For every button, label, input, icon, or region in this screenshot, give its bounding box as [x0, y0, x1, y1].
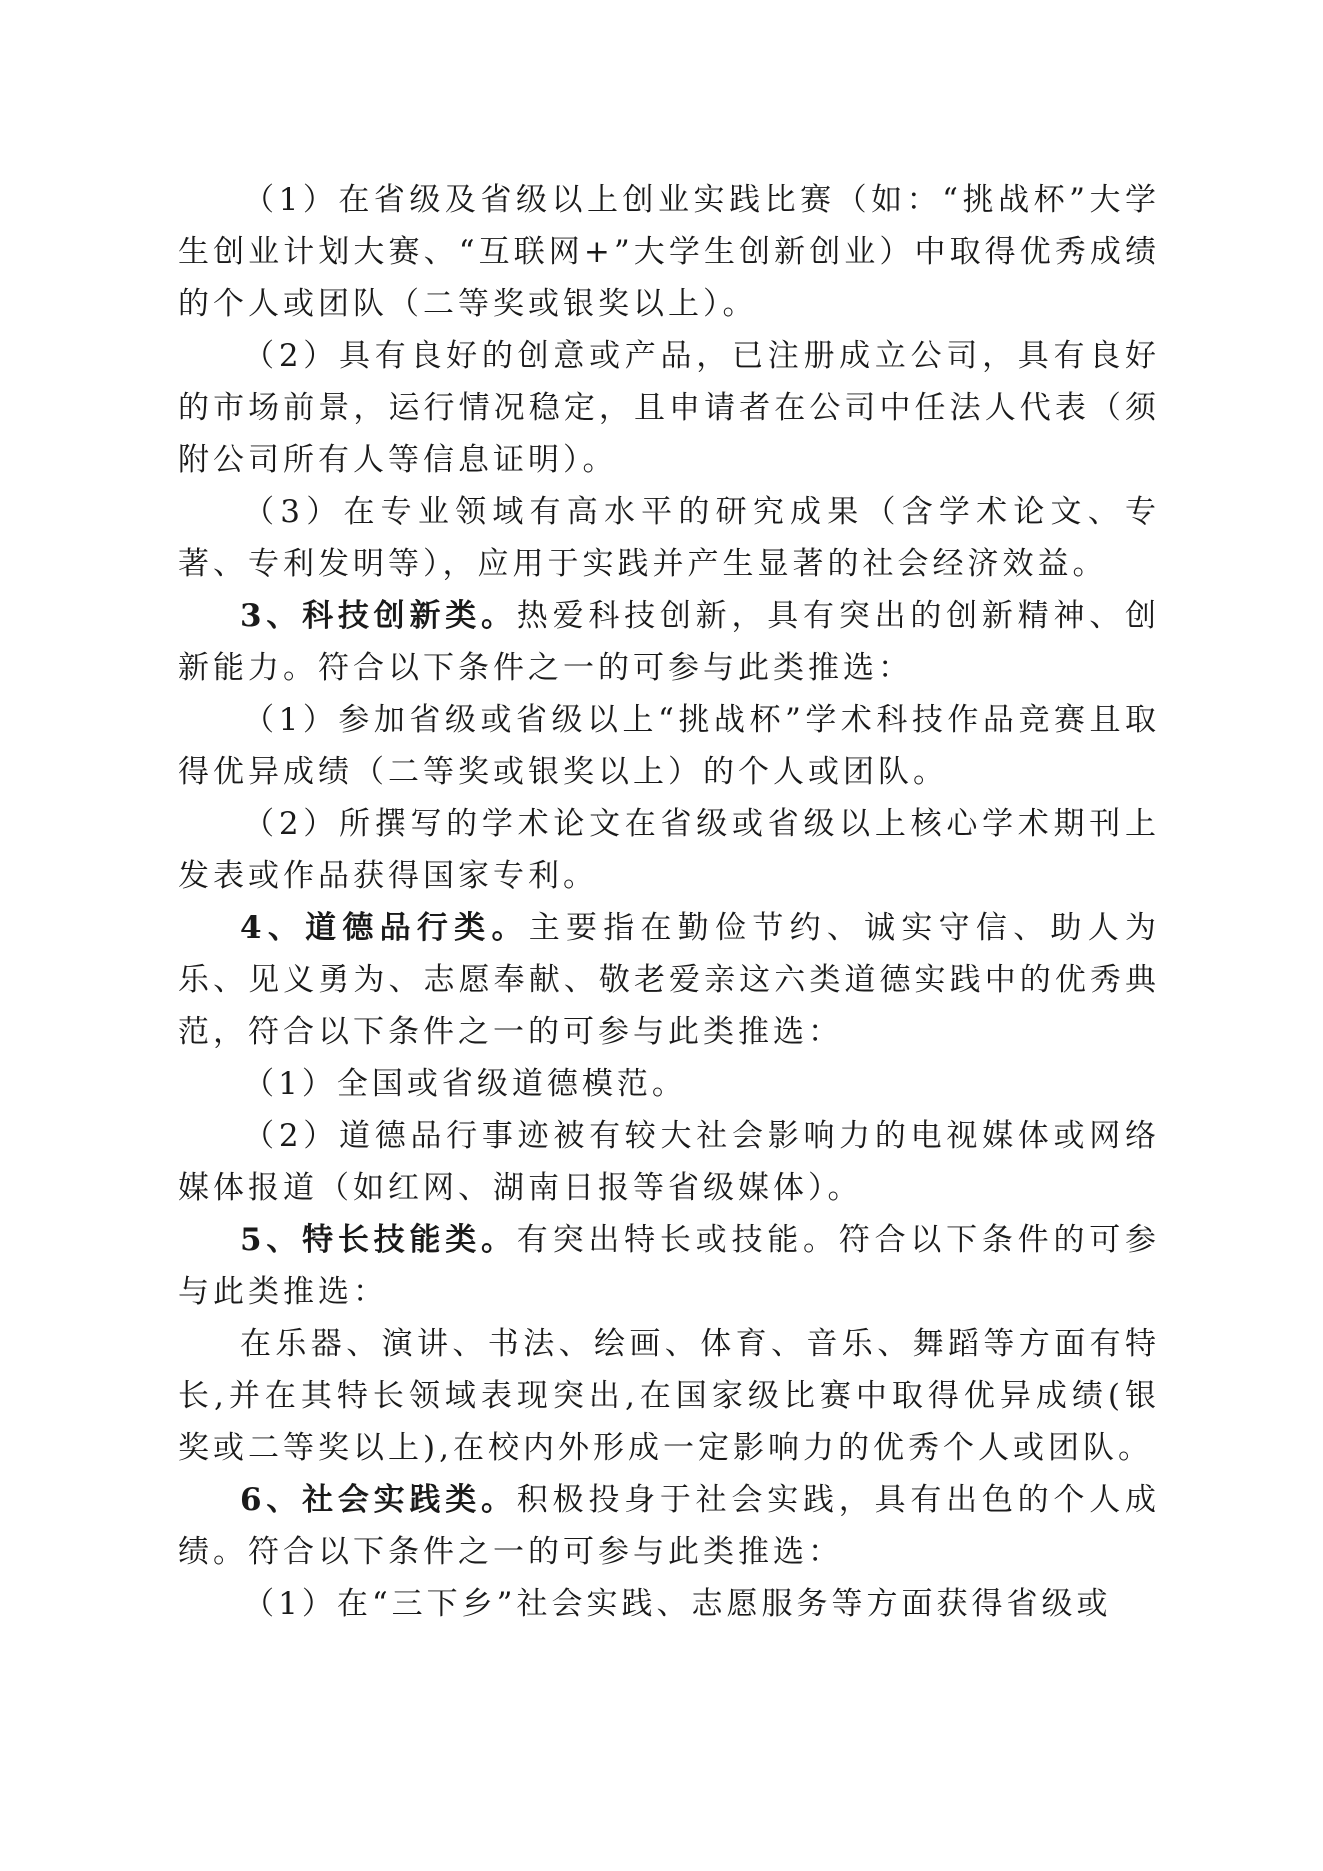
- tech-criterion-2: （2）所撰写的学术论文在省级或省级以上核心学术期刊上发表或作品获得国家专利。: [178, 806, 1160, 894]
- category-description: 主要指在勤俭节约、诚实守信、助人为乐、见义勇为、志愿奉献、敬老爱亲这六类道德实践中的优秀典范，符合以下条件之一的可参与此类推选：: [178, 910, 1160, 1050]
- category-special-skills: [178, 1214, 1160, 1318]
- category-heading: 6、社会实践类。: [240, 1482, 517, 1518]
- category-heading: 4、道德品行类。: [240, 910, 529, 946]
- tech-criterion-1: （1）参加省级或省级以上“挑战杯”学术科技作品竞赛且取得优异成绩（二等奖或银奖以上）的个人或团队。: [178, 702, 1160, 790]
- category-moral-conduct: [178, 902, 1160, 1058]
- startup-criterion-1: （1）在省级及省级以上创业实践比赛（如：“挑战杯”大学生创业计划大赛、“互联网+”大学生创新创业）中取得优秀成绩的个人或团队（二等奖或银奖以上）。: [178, 182, 1160, 322]
- startup-criterion-2: （2）具有良好的创意或产品，已注册成立公司，具有良好的市场前景，运行情况稳定，且申请者在公司中任法人代表（须附公司所有人等信息证明）。: [178, 338, 1160, 478]
- category-heading: 5、特长技能类。: [240, 1222, 517, 1258]
- startup-criterion-3: （3）在专业领域有高水平的研究成果（含学术论文、专著、专利发明等），应用于实践并产生显著的社会经济效益。: [178, 494, 1160, 582]
- skills-criterion: 在乐器、演讲、书法、绘画、体育、音乐、舞蹈等方面有特长,并在其特长领域表现突出,在国家级比赛中取得优异成绩(银奖或二等奖以上),在校内外形成一定影响力的优秀个人或团队。: [178, 1326, 1160, 1466]
- moral-criterion-2: （2）道德品行事迹被有较大社会影响力的电视媒体或网络媒体报道（如红网、湖南日报等省级媒体）。: [178, 1118, 1160, 1206]
- practice-criterion-1: （1）在“三下乡”社会实践、志愿服务等方面获得省级或: [243, 1586, 1112, 1622]
- category-description: 有突出特长或技能。符合以下条件的可参与此类推选：: [178, 1222, 1161, 1310]
- category-heading: 3、科技创新类。: [240, 598, 517, 634]
- document-body: [178, 174, 1160, 1630]
- category-description: 热爱科技创新，具有突出的创新精神、创新能力。符合以下条件之一的可参与此类推选：: [178, 598, 1161, 686]
- category-description: 积极投身于社会实践，具有出色的个人成绩。符合以下条件之一的可参与此类推选：: [178, 1482, 1161, 1570]
- moral-criterion-1: （1）全国或省级道德模范。: [243, 1066, 687, 1102]
- category-tech-innovation: [178, 590, 1160, 694]
- category-social-practice: [178, 1474, 1160, 1578]
